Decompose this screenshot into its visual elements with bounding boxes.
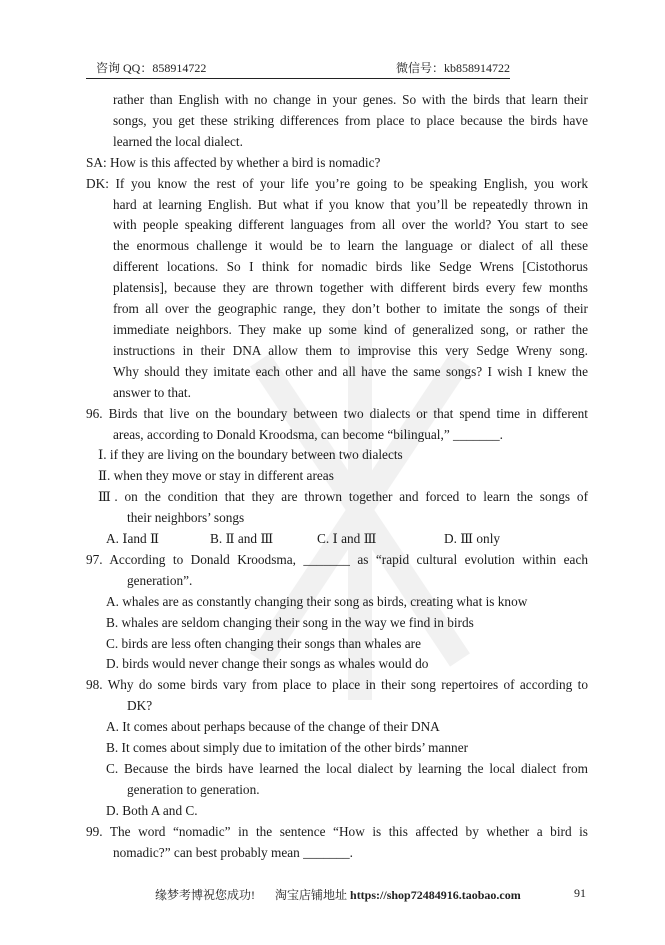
question-stem: 96. Birds that live on the boundary between two dialects or that spend time in different <box>86 405 588 421</box>
footer-shop-link[interactable]: https://shop72484916.taobao.com <box>350 888 521 902</box>
header-wechat: 微信号：kb858914722 <box>395 61 510 75</box>
question-stem: 97. According to Donald Kroodsma, _______ as “rapid cultural evolution within each <box>86 551 588 567</box>
question-99 <box>86 822 588 864</box>
footer-shop-label: 淘宝店铺地址 <box>275 888 348 902</box>
dk-answer-line: the enormous challenge it would be to learn the language or dialect of all these <box>113 238 588 254</box>
option-a[interactable]: A. Ⅰand Ⅱ <box>106 531 160 547</box>
dk-answer-line: instructions in their DNA allow them to improvise this very Sedge Wreny song. <box>113 342 588 358</box>
option-d[interactable]: D. birds would never change their songs as whales would do <box>106 656 429 672</box>
dk-answer-line: from all over the geographic range, they don’t bother to imitate the songs of their <box>113 301 588 317</box>
statement-1: Ⅰ. if they are living on the boundary between two dialects <box>98 447 403 463</box>
option-d[interactable]: D. Both A and C. <box>106 802 198 818</box>
question-stem: areas, according to Donald Kroodsma, can become “bilingual,” _______. <box>113 426 503 442</box>
option-c[interactable]: C. Because the birds have learned the local dialect by learning the local dialect from <box>106 760 588 776</box>
dk-answer-line: with people speaking different languages from all over the world? You start to see <box>113 217 588 233</box>
passage-line: learned the local dialect. <box>113 133 243 149</box>
dk-answer-line: different locations. So I think for nomadic birds like Sedge Wrens [Cistothorus <box>113 259 588 275</box>
question-stem: DK? <box>127 698 153 714</box>
option-c-cont: generation to generation. <box>127 781 260 797</box>
document-body <box>86 90 588 864</box>
statement-3-cont: their neighbors’ songs <box>127 510 245 526</box>
question-98 <box>86 675 588 821</box>
dk-answer-line: Why should they imitate each other and all have the same songs? I wish I knew the <box>113 363 588 379</box>
option-d[interactable]: D. Ⅲ only <box>444 531 501 547</box>
question-97 <box>86 550 588 675</box>
option-b[interactable]: B. It comes about simply due to imitation of the other birds’ manner <box>106 740 469 756</box>
page-number: 91 <box>574 886 586 900</box>
header-qq: 咨询 QQ：858914722 <box>96 61 207 75</box>
dk-answer-line: immediate neighbors. They make up some kind of generalized song, or rather the <box>113 321 588 337</box>
question-stem: nomadic?” can best probably mean _______. <box>113 844 354 860</box>
option-c[interactable]: C. Ⅰ and Ⅲ <box>317 531 377 547</box>
dk-answer-line: DK: If you know the rest of your life you’re going to be speaking English, you work <box>86 175 588 191</box>
option-b[interactable]: B. whales are seldom changing their song in the way we find in birds <box>106 614 474 630</box>
footer-slogan: 缘梦考博祝您成功! <box>155 888 255 902</box>
statement-3: Ⅲ. on the condition that they are thrown together and forced to learn the songs of <box>98 489 588 505</box>
dk-answer-line: hard at learning English. But what if you know that you’ll be repeatedly thrown in <box>113 196 588 212</box>
option-a[interactable]: A. It comes about perhaps because of the change of their DNA <box>106 719 440 735</box>
options-row <box>86 529 588 550</box>
page-header <box>86 56 510 79</box>
statement-2: Ⅱ. when they move or stay in different areas <box>98 468 334 484</box>
option-b[interactable]: B. Ⅱ and Ⅲ <box>210 531 274 547</box>
question-96 <box>86 404 588 550</box>
footer-shop <box>275 886 521 903</box>
question-stem: 98. Why do some birds vary from place to place in their song repertoires of according to <box>86 677 588 693</box>
passage-line: songs, you get these striking differences from place to place because the birds have <box>113 112 588 128</box>
question-stem: 99. The word “nomadic” in the sentence “How is this affected by whether a bird is <box>86 823 588 839</box>
passage-line: rather than English with no change in your genes. So with the birds that learn their <box>113 92 588 107</box>
option-a[interactable]: A. whales are as constantly changing their song as birds, creating what is know <box>106 593 528 609</box>
sa-question: SA: How is this affected by whether a bird is nomadic? <box>86 154 381 170</box>
question-stem: generation”. <box>127 572 193 588</box>
dk-answer-line: platensis], because they are thrown together with different birds every few months <box>113 280 588 296</box>
dk-answer-line: answer to that. <box>113 384 191 400</box>
option-c[interactable]: C. birds are less often changing their songs than whales are <box>106 635 421 651</box>
